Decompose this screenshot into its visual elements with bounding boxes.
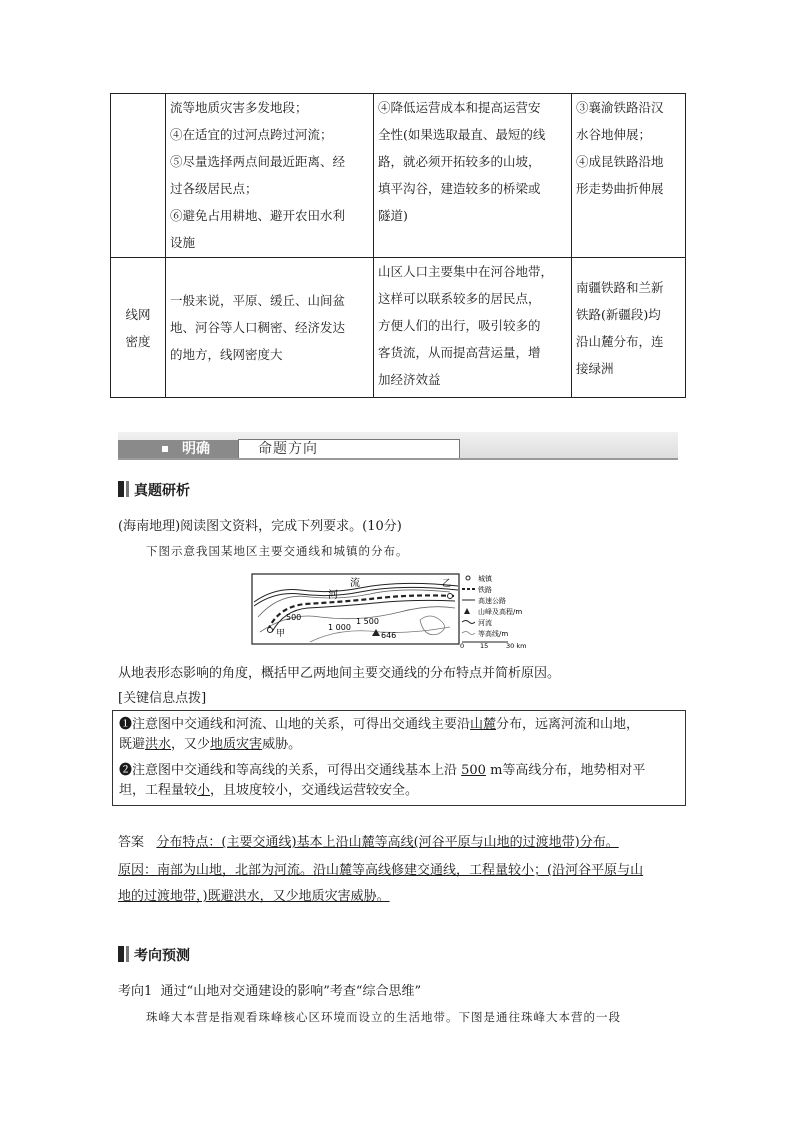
legend-town-icon [466,576,470,580]
cell-line: 线网 [125,306,151,322]
answer-line: 答案 分布特点：(主要交通线)基本上沿山麓等高线(河谷平原与山地的过渡地带)分布。 [118,835,619,850]
transport-table [110,93,686,398]
question-ask: 从地表形态影响的角度，概括甲乙两地间主要交通线的分布特点并简析原因。 [118,666,561,681]
town-icon [268,628,273,633]
key-line: 既避洪水，又少地质灾害威胁。 [119,737,302,752]
section-bar-icon [118,481,124,497]
cell-line: 流等地质灾害多发地段； [170,100,308,115]
cell-line: 过各级居民点； [170,181,258,196]
peak-label: 646 [381,631,397,640]
kaoxiang-line [118,980,421,999]
cell-line: ④在适宜的过河点跨过河流； [170,127,333,142]
key-line: ❶注意图中交通线和河流、山地的关系，可得出交通线主要沿山麓分布，远离河流和山地， [119,717,640,732]
key-line: 坦，工程量较小，且坡度较小，交通线运营较安全。 [119,783,419,798]
cell-line: 隧道) [378,208,408,223]
legend-item: 等高线/m [478,630,509,638]
key-line: ❷注意图中交通线和等高线的关系，可得出交通线基本上沿 500 m等高线分布，地势相对平 [119,763,646,778]
legend-item: 高速公路 [478,597,506,605]
cell-line: 一般来说，平原、缓丘、山间盆 [170,293,346,308]
table-cell [572,258,686,398]
section-title: 真题研析 [134,483,190,499]
table-cell [374,258,572,398]
cell-line: 这样可以联系较多的居民点， [378,291,541,306]
legend-item: 铁路 [478,586,492,594]
contour-label: 1 000 [328,623,351,632]
answer-label: 答案 [118,835,145,850]
cell-line: 路，就必须开拓较多的山坡， [378,154,541,169]
cell-line: 的地方，线网密度大 [170,347,283,362]
contour-label: 500 [286,613,302,622]
answer-line: 原因：南部为山地，北部为河流。沿山麓等高线修建交通线，工程量较小；(沿河谷平原与山 [118,863,644,878]
cell-line: 客货流，从而提高营运量，增 [378,345,541,360]
question-prompt: (海南地理)阅读图文资料，完成下列要求。(10分) [118,519,402,534]
map-label-jia: 甲 [276,629,286,639]
section-bar-icon [118,946,124,962]
cell-line: ⑥避免占用耕地、避开农田水利 [170,208,346,223]
kaoxiang-text: 通过“山地对交通建设的影响”考查“综合思维” [160,984,422,999]
cell-line: ⑤尽量选择两点间最近距离、经 [170,154,346,169]
scale-label: 15 [480,642,489,648]
table-cell [166,94,374,258]
cell-line: ④降低运营成本和提高运营安 [378,100,541,115]
legend-river-icon [462,621,475,624]
section-title: 考向预测 [134,948,190,964]
table-cell [166,258,374,398]
table-cell [572,94,686,258]
scale-label: 0 [460,642,465,648]
kaoxiang-label: 考向1 [118,984,153,999]
banner-title: 命题方向 [258,441,318,457]
scale-label: 30 km [506,642,527,648]
cell-line: 接绿洲 [576,360,614,376]
contour-label: 1 500 [356,617,379,626]
cell-line: 水谷地伸展； [576,127,652,142]
cell-line: 方便人们的出行，吸引较多的 [378,318,541,333]
legend-item: 山峰及高程/m [478,608,523,616]
cell-line: 全性(如果选取最直、最短的线 [378,127,546,142]
cell-line: 加经济效益 [378,372,441,387]
key-info-box [112,710,686,806]
table-row [111,258,686,398]
map-figure [250,572,550,648]
legend-item: 河流 [478,619,492,627]
cell-line: 密度 [125,333,151,349]
cell-line: 地、河谷等人口稠密、经济发达 [170,320,346,335]
cell-line: ③襄渝铁路沿汉 [576,100,664,115]
cell-line: 形走势曲折伸展 [576,181,664,196]
legend-peak-icon [464,608,470,614]
cell-line: 南疆铁路和兰新 [576,279,664,295]
legend-contour-icon [462,632,475,635]
kaoxiang-body: 珠峰大本营是指观看珠峰核心区环境而设立的生活地带。下图是通往珠峰大本营的一段 [146,1010,621,1024]
section-banner [118,428,678,464]
cell-line: 沿山麓分布，连 [576,333,664,349]
banner-label: 明确 [182,441,210,457]
map-label-yi: 乙 [442,579,452,589]
cell-line: 设施 [170,235,196,250]
map-label-river: 流 [350,578,360,589]
square-bullet-icon [162,446,168,452]
table-cell [374,94,572,258]
map-label-river: 河 [328,590,338,601]
cell-line: 山区人口主要集中在河谷地带， [378,264,554,279]
figure-caption: 下图示意我国某地区主要交通线和城镇的分布。 [146,544,409,558]
table-cell [111,94,166,258]
cell-line: 铁路(新疆段)均 [576,306,661,322]
cell-line: ④成昆铁路沿地 [576,154,664,169]
key-info-label: [关键信息点拨] [118,691,207,706]
transport-map [250,572,550,648]
table-cell [111,258,166,398]
town-icon [448,594,453,599]
answer-line: 地的过渡地带，)既避洪水，又少地质灾害威胁。 [118,889,390,904]
table-row [111,94,686,258]
legend-item: 城镇 [478,575,492,583]
cell-line: 填平沟谷，建造较多的桥梁或 [378,181,541,196]
